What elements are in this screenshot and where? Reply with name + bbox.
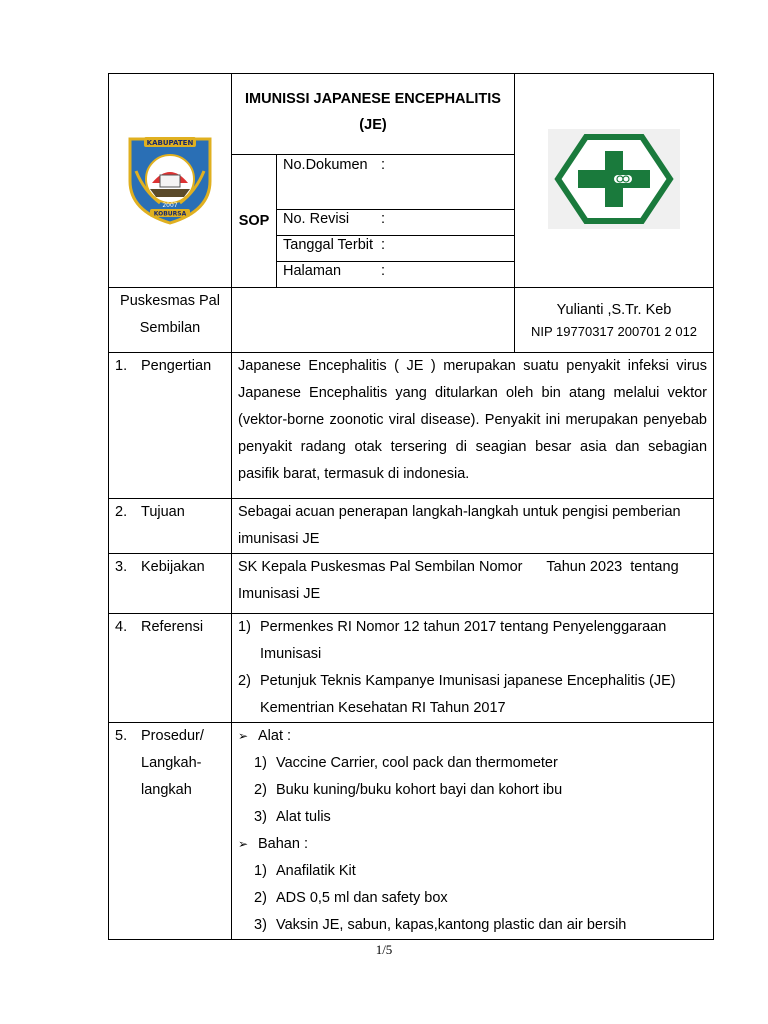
field-label: No. Revisi bbox=[283, 211, 350, 227]
item-number: 2) bbox=[254, 890, 267, 906]
item-number: 3) bbox=[254, 917, 267, 933]
alat-heading: Alat : bbox=[258, 728, 292, 744]
title-line-1: IMUNISSI JAPANESE ENCEPHALITIS bbox=[245, 91, 501, 107]
list-item bbox=[238, 614, 707, 668]
emblem-bottom-text: KOBURSA bbox=[153, 210, 187, 217]
section-referensi-content bbox=[232, 614, 714, 723]
org-name-line-1: Puskesmas Pal bbox=[120, 293, 220, 309]
section-prosedur-content bbox=[232, 723, 714, 940]
bahan-heading: Bahan : bbox=[258, 836, 308, 852]
section-tujuan-label bbox=[109, 499, 232, 554]
document-title bbox=[232, 74, 515, 155]
list-item bbox=[254, 750, 707, 777]
field-label: No.Dokumen bbox=[283, 157, 368, 173]
field-value: : bbox=[381, 263, 386, 279]
list-item bbox=[238, 831, 707, 939]
signer-name: Yulianti ,S.Tr. Keb bbox=[556, 302, 672, 318]
item-text: Permenkes RI Nomor 12 tahun 2017 tentang Penyelenggaraan Imunisasi bbox=[260, 619, 667, 662]
field-value: : bbox=[381, 237, 386, 253]
field-halaman bbox=[277, 262, 515, 288]
section-number: 1. bbox=[115, 358, 128, 374]
section-title-line-3: langkah bbox=[141, 782, 192, 798]
section-kebijakan-label bbox=[109, 554, 232, 614]
emblem-year-text: 2007 bbox=[162, 201, 178, 209]
list-item bbox=[254, 858, 707, 885]
item-text: Anafilatik Kit bbox=[276, 863, 356, 879]
bahan-list bbox=[238, 858, 707, 939]
section-title-line-1: Prosedur/ bbox=[141, 728, 204, 744]
field-label: Halaman bbox=[283, 263, 342, 279]
alat-list bbox=[238, 750, 707, 831]
arrow-bullet-icon: ➢ bbox=[238, 837, 249, 851]
item-text: Petunjuk Teknis Kampanye Imunisasi japanese Encephalitis (JE) Kementrian Kesehatan RI Tahun 2017 bbox=[260, 673, 676, 716]
section-prosedur-label bbox=[109, 723, 232, 940]
item-text: Alat tulis bbox=[276, 809, 331, 825]
section-kebijakan-content: SK Kepala Puskesmas Pal Sembilan Nomor Tahun 2023 tentang Imunisasi JE bbox=[232, 554, 714, 614]
signer-nip: NIP 19770317 200701 2 012 bbox=[531, 324, 698, 339]
signature-blank-cell bbox=[232, 288, 515, 353]
puskesmas-logo-cell bbox=[515, 74, 714, 288]
field-no-dokumen bbox=[277, 155, 515, 210]
title-line-2: (JE) bbox=[359, 117, 387, 133]
item-text: Vaksin JE, sabun, kapas,kantong plastic dan air bersih bbox=[276, 917, 627, 933]
page-number: 1/5 bbox=[375, 942, 393, 957]
section-title bbox=[141, 723, 204, 804]
item-text: Buku kuning/buku kohort bayi dan kohort ibu bbox=[276, 782, 563, 798]
section-pengertian-content: Japanese Encephalitis ( JE ) merupakan suatu penyakit infeksi virus Japanese Encephalitis yang ditularkan oleh bin atang melalui vektor (vektor-borne zoonotic viral disease). Penyakit ini merupakan penyebab penyakit radang otak tersering di seagian besar asia dan sebagian pasifik barat, termasuk di indonesia. bbox=[232, 353, 714, 499]
section-tujuan-content: Sebagai acuan penerapan langkah-langkah untuk pengisi pemberian imunisasi JE bbox=[232, 499, 714, 554]
regency-logo-cell bbox=[109, 74, 232, 288]
section-title: Kebijakan bbox=[141, 559, 205, 575]
list-item bbox=[254, 804, 707, 831]
regency-emblem-icon bbox=[122, 131, 218, 227]
item-number: 1) bbox=[254, 755, 267, 771]
section-number: 2. bbox=[115, 504, 128, 520]
item-number: 3) bbox=[254, 809, 267, 825]
section-number: 4. bbox=[115, 619, 128, 635]
item-number: 1) bbox=[254, 863, 267, 879]
procedure-list bbox=[238, 723, 707, 939]
org-name-cell bbox=[109, 288, 232, 353]
list-item bbox=[238, 723, 707, 831]
field-tanggal-terbit bbox=[277, 236, 515, 262]
section-number: 3. bbox=[115, 559, 128, 575]
section-title: Tujuan bbox=[141, 504, 185, 520]
sop-label: SOP bbox=[232, 155, 277, 288]
sop-table bbox=[108, 73, 714, 940]
list-item bbox=[238, 668, 707, 722]
item-number: 1) bbox=[238, 619, 251, 635]
section-title-line-2: Langkah- bbox=[141, 755, 202, 771]
item-number: 2) bbox=[254, 782, 267, 798]
field-no-revisi bbox=[277, 210, 515, 236]
field-value: : bbox=[381, 157, 386, 173]
list-item bbox=[254, 777, 707, 804]
section-title: Pengertian bbox=[141, 358, 212, 374]
reference-list bbox=[238, 614, 707, 722]
org-name-line-2: Sembilan bbox=[139, 320, 201, 336]
puskesmas-logo-icon bbox=[548, 129, 680, 229]
emblem-top-text: KABUPATEN bbox=[146, 138, 194, 147]
item-text: ADS 0,5 ml dan safety box bbox=[276, 890, 448, 906]
section-title: Referensi bbox=[141, 619, 204, 635]
item-text: Vaccine Carrier, cool pack dan thermometer bbox=[276, 755, 558, 771]
arrow-bullet-icon: ➢ bbox=[238, 729, 249, 743]
item-number: 2) bbox=[238, 673, 251, 689]
signer-cell bbox=[515, 288, 714, 353]
section-pengertian-label bbox=[109, 353, 232, 499]
field-value: : bbox=[381, 211, 386, 227]
list-item bbox=[254, 912, 707, 939]
field-label: Tanggal Terbit bbox=[283, 237, 374, 253]
section-referensi-label bbox=[109, 614, 232, 723]
list-item bbox=[254, 885, 707, 912]
section-number: 5. bbox=[115, 728, 128, 744]
